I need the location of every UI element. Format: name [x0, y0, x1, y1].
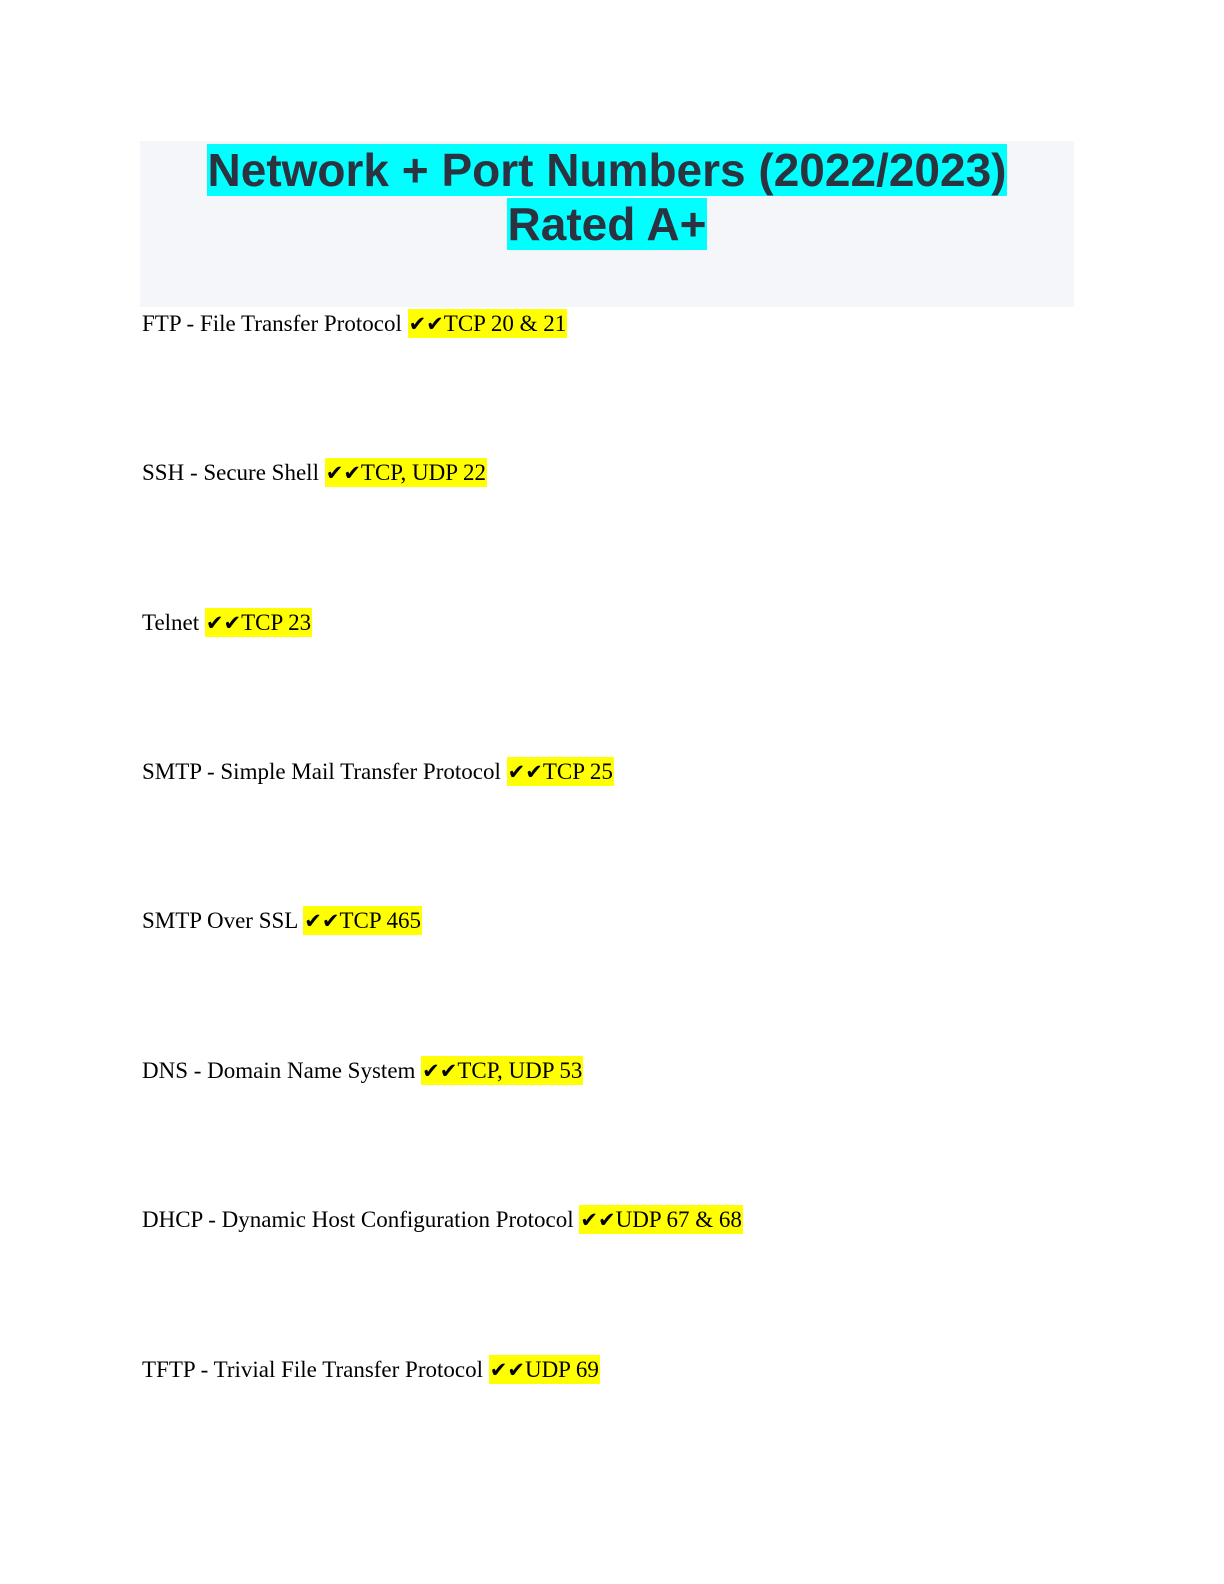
double-check-icon: ✔✔: [507, 760, 543, 784]
entry-answer: [408, 309, 568, 338]
entry-answer-text: TCP 23: [241, 610, 312, 635]
entry-smtp: [142, 758, 614, 786]
entry-answer: [579, 1205, 743, 1234]
title-line-2: [140, 197, 1074, 251]
entry-answer: [325, 458, 487, 487]
double-check-icon: ✔✔: [489, 1358, 525, 1382]
entry-answer-text: TCP, UDP 53: [457, 1058, 583, 1083]
entry-term: TFTP - Trivial File Transfer Protocol: [142, 1357, 483, 1382]
title-text-1: Network + Port Numbers (2022/2023): [207, 144, 1007, 196]
title-banner: [140, 141, 1074, 307]
entry-telnet: [142, 609, 312, 637]
double-check-icon: ✔✔: [304, 909, 340, 933]
double-check-icon: ✔✔: [580, 1208, 616, 1232]
entry-term: DNS - Domain Name System: [142, 1058, 416, 1083]
entry-dns: [142, 1057, 583, 1085]
entry-answer: [489, 1355, 600, 1384]
entry-answer-text: UDP 67 & 68: [615, 1207, 742, 1232]
entry-answer-text: TCP, UDP 22: [360, 460, 486, 485]
entry-ftp: [142, 310, 567, 338]
entry-answer-text: TCP 20 & 21: [443, 311, 567, 336]
entry-term: DHCP - Dynamic Host Configuration Protocol: [142, 1207, 574, 1232]
entry-term: Telnet: [142, 610, 200, 635]
double-check-icon: ✔✔: [325, 461, 361, 485]
title-text-2: Rated A+: [507, 198, 707, 250]
double-check-icon: ✔✔: [422, 1059, 458, 1083]
entry-term: SMTP - Simple Mail Transfer Protocol: [142, 759, 501, 784]
entry-answer-text: TCP 25: [542, 759, 613, 784]
entry-term: SMTP Over SSL: [142, 908, 298, 933]
entry-answer: [421, 1056, 583, 1085]
double-check-icon: ✔✔: [205, 611, 242, 635]
entry-answer: [507, 757, 614, 786]
entry-term: SSH - Secure Shell: [142, 460, 319, 485]
double-check-icon: ✔✔: [408, 312, 444, 336]
title-line-1: [140, 143, 1074, 197]
entry-answer: [205, 608, 312, 637]
entry-ssh: [142, 459, 487, 487]
entry-answer: [303, 906, 422, 935]
entry-answer-text: UDP 69: [524, 1357, 599, 1382]
entry-term: FTP - File Transfer Protocol: [142, 311, 402, 336]
entry-smtp-ssl: [142, 907, 422, 935]
entry-tftp: [142, 1356, 600, 1384]
entry-dhcp: [142, 1206, 743, 1234]
entry-answer-text: TCP 465: [339, 908, 422, 933]
